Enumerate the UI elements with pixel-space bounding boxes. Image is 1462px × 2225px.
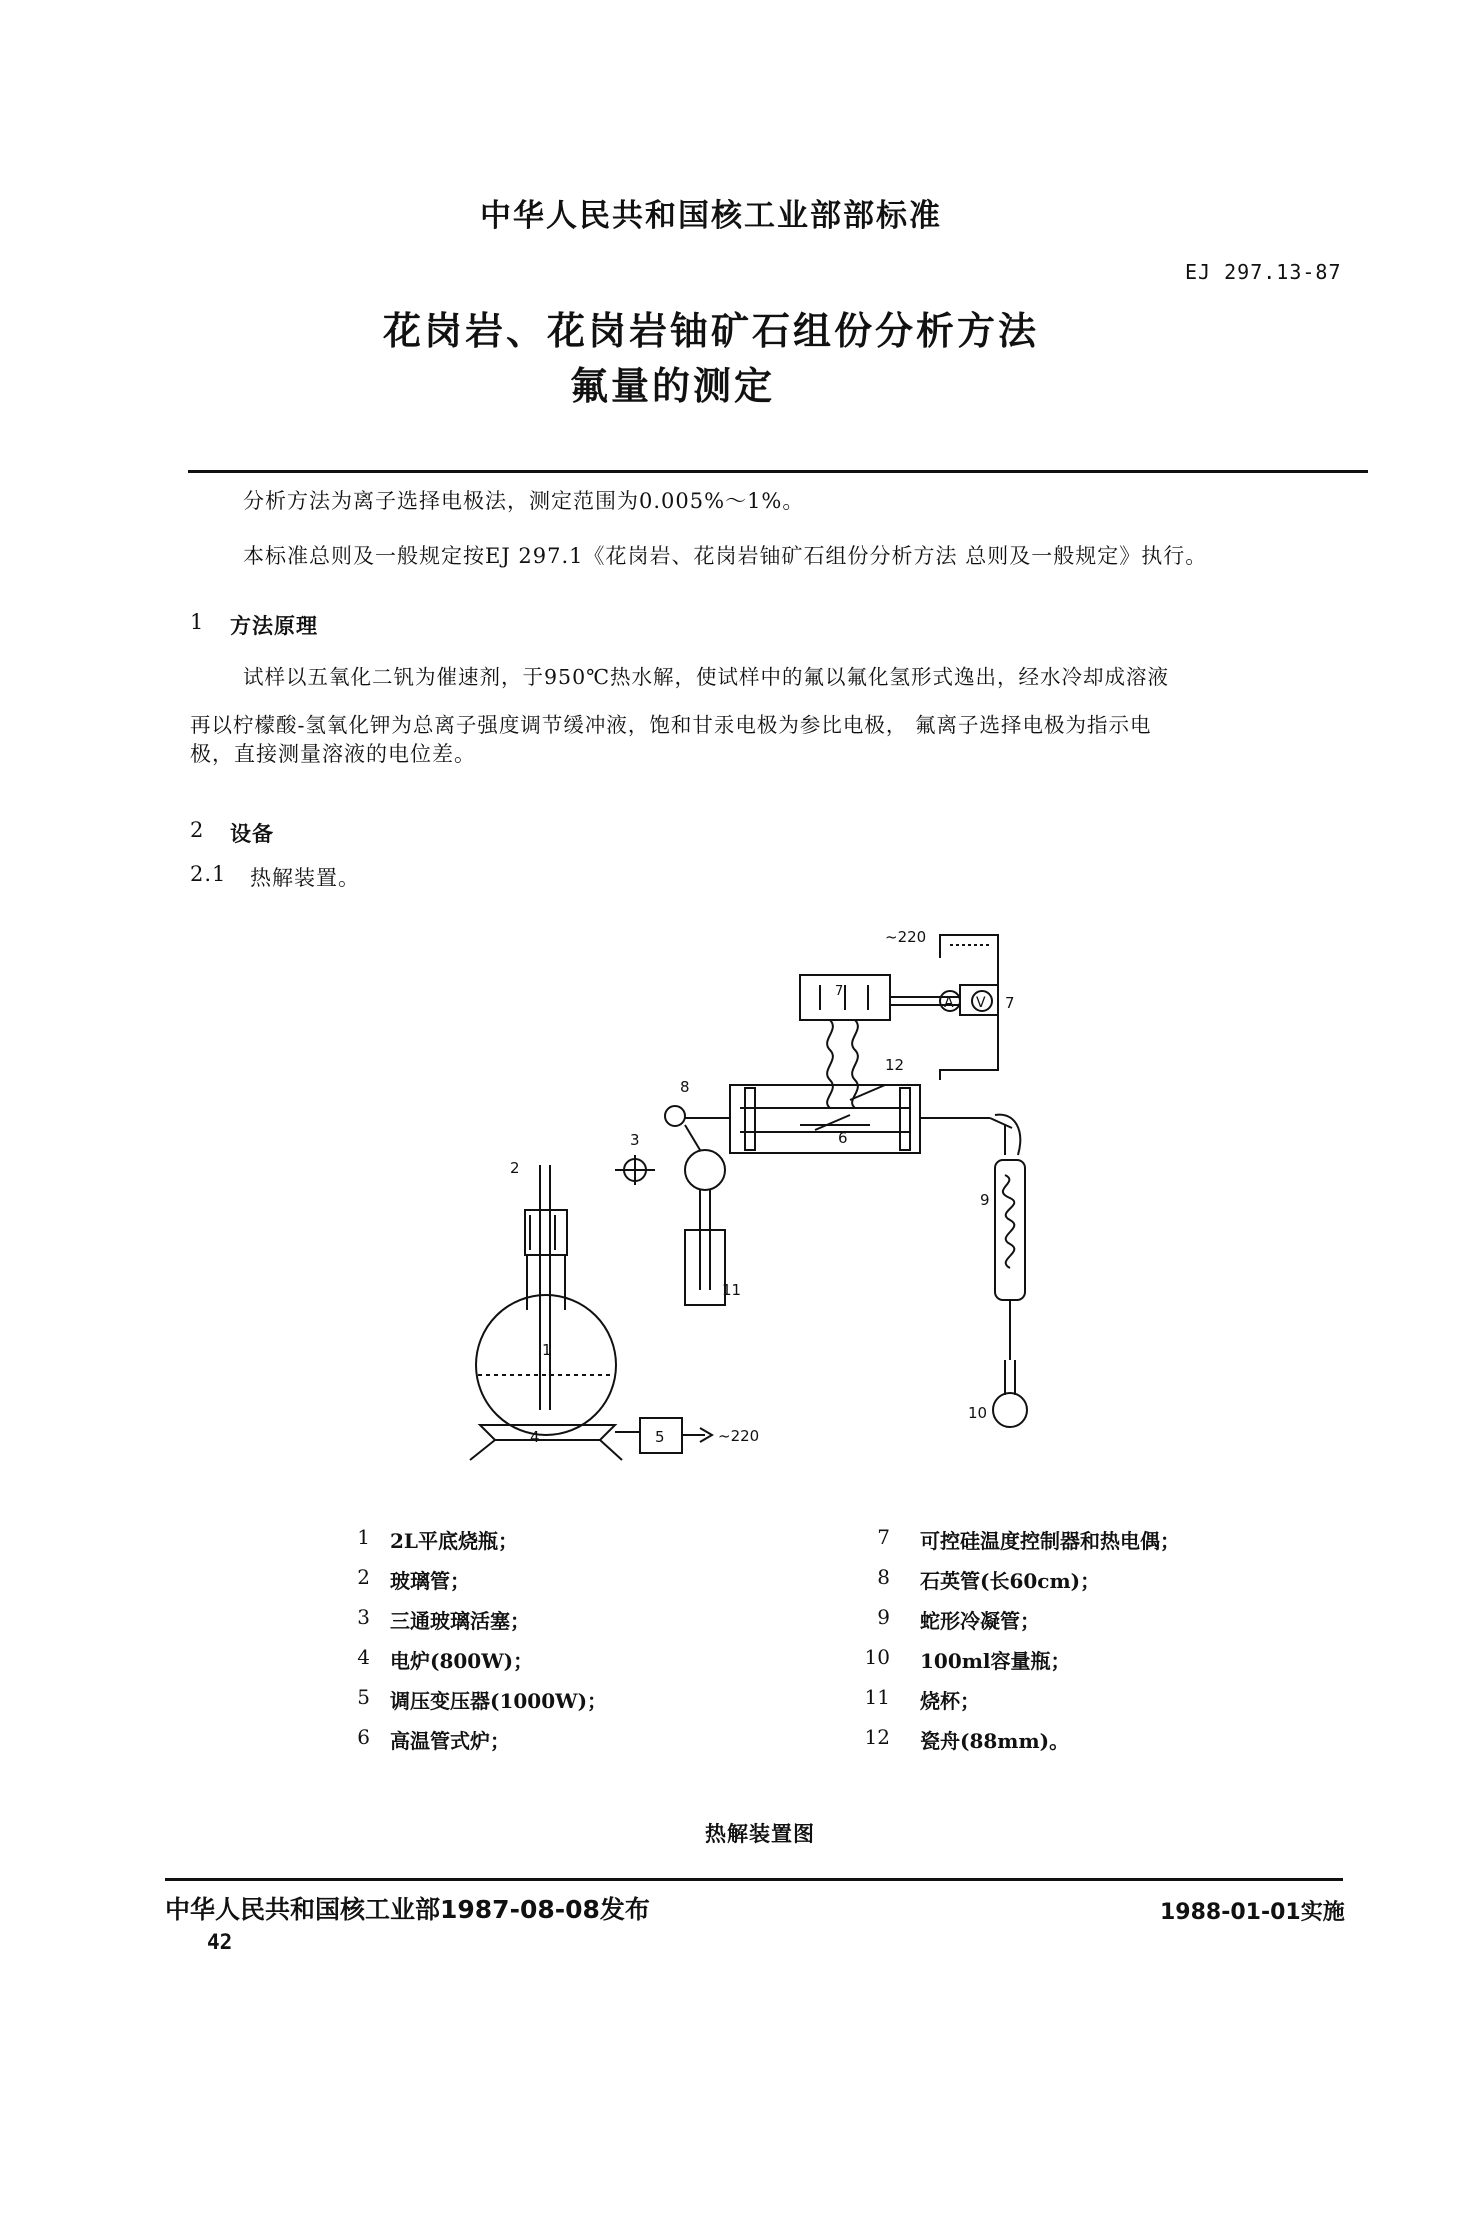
label-voltage-top: ~220 [885, 928, 927, 946]
label-5: 5 [655, 1428, 665, 1446]
section-1-title: 方法原理 [230, 614, 318, 638]
label-2: 2 [510, 1159, 520, 1177]
label-8: 8 [680, 1078, 690, 1096]
issued-date: 中华人民共和国核工业部1987-08-08发布 [165, 1895, 650, 1924]
label-meter-a: A [944, 995, 954, 1011]
effective-date: 1988-01-01实施 [1160, 1900, 1345, 1925]
legend-text: 2L平底烧瓶； [390, 1529, 518, 1553]
three-way-stopcock [615, 1155, 655, 1185]
section-2-1-number: 2.1 [190, 862, 227, 886]
legend-text: 高温管式炉； [390, 1729, 510, 1753]
legend-text: 可控硅温度控制器和热电偶； [920, 1529, 1180, 1553]
legend-num: 2 [357, 1565, 370, 1589]
label-4: 4 [530, 1428, 540, 1446]
legend-text: 玻璃管； [390, 1569, 470, 1593]
ministry-standard-heading: 中华人民共和国核工业部部标准 [480, 198, 942, 234]
label-9: 9 [980, 1191, 990, 1209]
tube-furnace [730, 1085, 920, 1153]
section-2-1-text: 热解装置。 [250, 866, 360, 890]
footer-rule [165, 1878, 1343, 1881]
legend-num: 8 [877, 1565, 890, 1589]
glass-tube [525, 1165, 567, 1410]
voltage-regulator [640, 1418, 712, 1453]
volumetric-flask [993, 1360, 1027, 1427]
electric-stove [470, 1425, 640, 1460]
legend-text: 电炉(800W)； [390, 1649, 534, 1673]
legend-text: 瓷舟(88mm)。 [920, 1729, 1070, 1753]
legend-text: 烧杯； [920, 1689, 980, 1713]
serpentine-condenser [995, 1115, 1025, 1360]
label-3: 3 [630, 1131, 640, 1149]
legend-num: 7 [877, 1525, 890, 1549]
legend-text: 调压变压器(1000W)； [390, 1689, 608, 1713]
section-2-title: 设备 [230, 822, 274, 846]
stopcock-branch [685, 1125, 725, 1305]
legend-num: 5 [357, 1685, 370, 1709]
label-6: 6 [838, 1129, 848, 1147]
legend-text: 石英管(长60cm)； [920, 1569, 1101, 1593]
legend-text: 蛇形冷凝管； [920, 1609, 1040, 1633]
label-meter-v: V [976, 995, 986, 1011]
legend-num: 12 [864, 1725, 890, 1749]
page-number: 42 [207, 1930, 233, 1954]
legend-num: 4 [357, 1645, 370, 1669]
section-1-line-1: 试样以五氧化二钒为催速剂，于950℃热水解，使试样中的氟以氟化氢形式逸出，经水冷却成溶液 [243, 665, 1170, 689]
thermocouple-wires [827, 1020, 858, 1108]
label-7: 7 [1005, 994, 1015, 1012]
label-7-inner: 7 [835, 984, 844, 999]
document-subtitle: 氟量的测定 [570, 364, 776, 408]
intro-line-1: 分析方法为离子选择电极法，测定范围为0.005%～1%。 [243, 489, 805, 513]
figure-caption: 热解装置图 [705, 1822, 815, 1846]
label-1: 1 [542, 1341, 552, 1359]
document-title: 花岗岩、花岗岩铀矿石组份分析方法 [383, 309, 1040, 353]
legend-text: 三通玻璃活塞； [390, 1609, 530, 1633]
legend-num: 11 [864, 1685, 890, 1709]
section-1-line-2: 再以柠檬酸-氢氧化钾为总离子强度调节缓冲液，饱和甘汞电极为参比电极， 氟离子选择电极为指示电 [190, 713, 1152, 737]
legend-num: 3 [357, 1605, 370, 1629]
label-voltage-bottom: ~220 [718, 1427, 760, 1445]
intro-line-2: 本标准总则及一般规定按EJ 297.1《花岗岩、花岗岩铀矿石组份分析方法 总则及一般规定》执行。 [243, 544, 1208, 568]
label-12: 12 [885, 1056, 905, 1074]
legend-num: 6 [357, 1725, 370, 1749]
label-11: 11 [722, 1281, 742, 1299]
legend-num: 9 [877, 1605, 890, 1629]
section-1-line-3: 极，直接测量溶液的电位差。 [190, 742, 476, 766]
legend-num: 10 [864, 1645, 890, 1669]
section-1-number: 1 [190, 610, 205, 634]
legend-num: 1 [357, 1525, 370, 1549]
section-2-number: 2 [190, 818, 205, 842]
legend-text: 100ml容量瓶； [920, 1649, 1071, 1673]
standard-code: EJ 297.13-87 [1185, 260, 1342, 284]
label-10: 10 [968, 1404, 988, 1422]
